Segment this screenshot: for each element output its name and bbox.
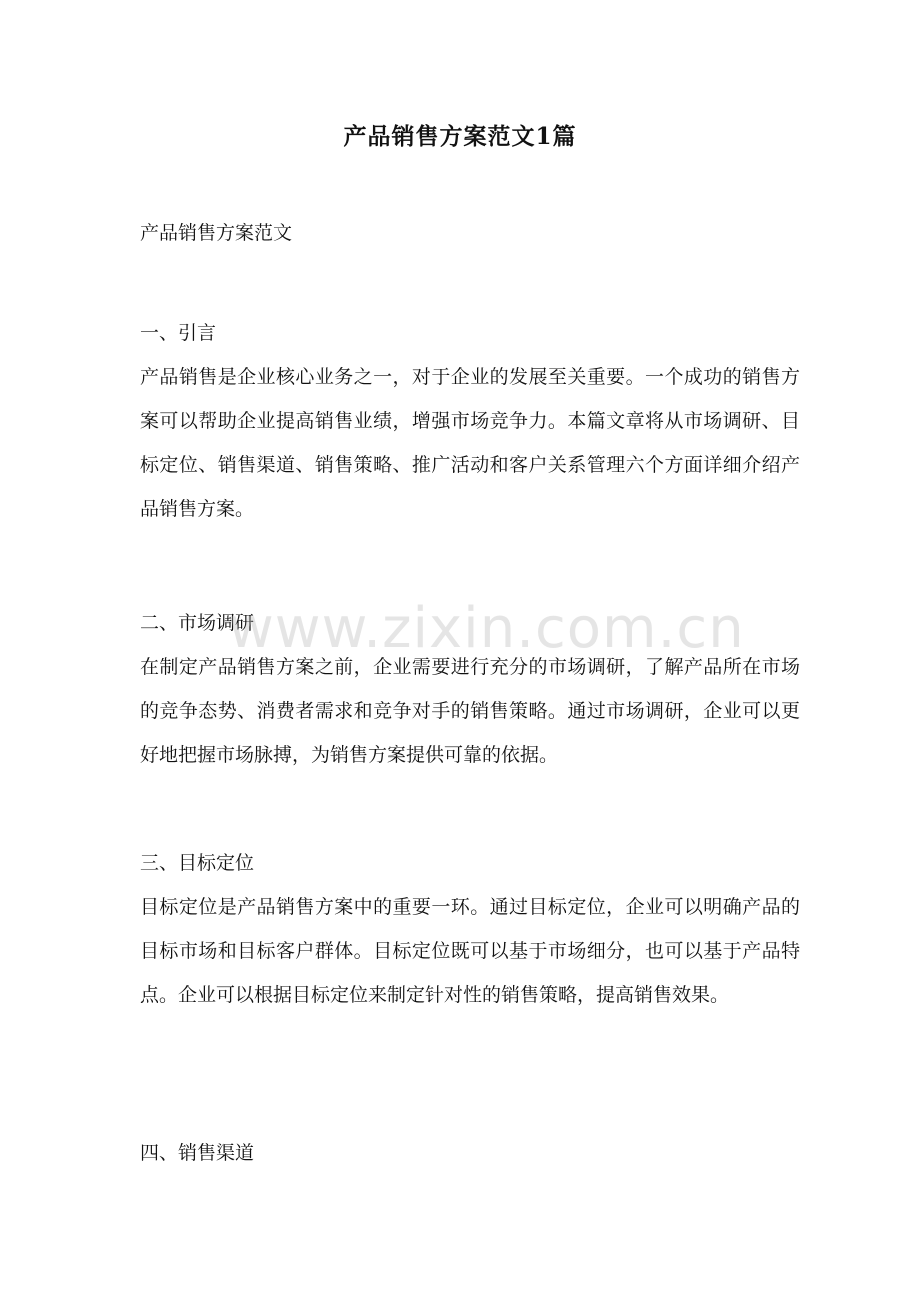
section-heading-market-research: 二、市场调研 <box>140 612 255 634</box>
watermark-text: www.zixin.com.cn <box>228 596 745 661</box>
section-paragraph-target-positioning: 目标定位是产品销售方案中的重要一环。通过目标定位，企业可以明确产品的目标市场和目标客户群体。目标定位既可以基于市场细分，也可以基于产品特点。企业可以根据目标定位来制定针对性的销售策略，提高销售效果。 <box>140 896 800 1006</box>
document-subtitle: 产品销售方案范文 <box>140 222 293 244</box>
section-heading-sales-channels: 四、销售渠道 <box>140 1142 255 1164</box>
section-heading-introduction: 一、引言 <box>140 322 217 344</box>
section-heading-target-positioning: 三、目标定位 <box>140 852 255 874</box>
document-title: 产品销售方案范文1篇 <box>343 123 577 150</box>
section-paragraph-introduction: 产品销售是企业核心业务之一，对于企业的发展至关重要。一个成功的销售方案可以帮助企业提高销售业绩，增强市场竞争力。本篇文章将从市场调研、目标定位、销售渠道、销售策略、推广活动和客户关系管理六个方面详细介绍产品销售方案。 <box>140 366 800 520</box>
section-paragraph-market-research: 在制定产品销售方案之前，企业需要进行充分的市场调研，了解产品所在市场的竞争态势、消费者需求和竞争对手的销售策略。通过市场调研，企业可以更好地把握市场脉搏，为销售方案提供可靠的依据。 <box>140 656 800 766</box>
